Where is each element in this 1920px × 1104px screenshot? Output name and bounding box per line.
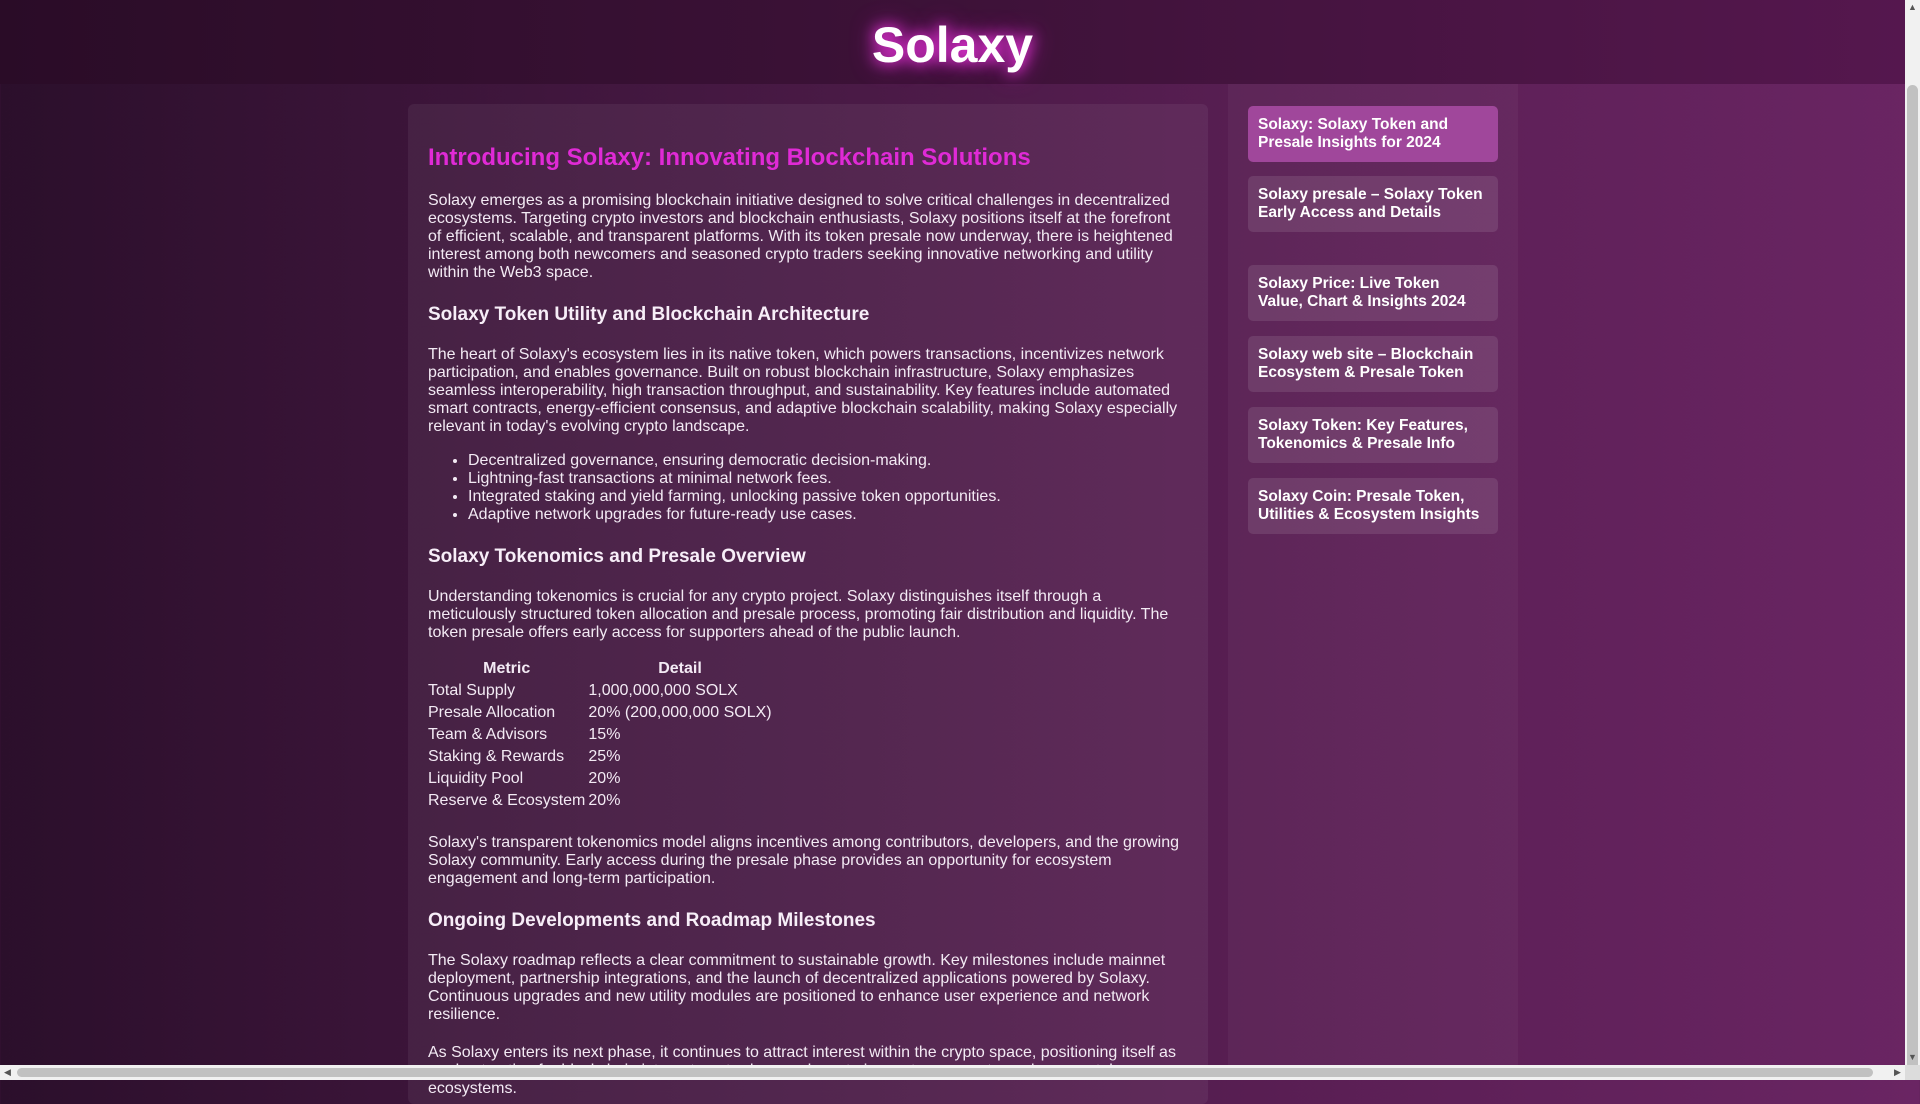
table-cell: Reserve & Ecosystem <box>428 792 586 809</box>
table-header-row <box>428 660 772 678</box>
article-intro: Solaxy emerges as a promising blockchain initiative designed to solve critical challenges in decentralized ecosystems. Targeting crypto investors and blockchain enthusiasts, Solaxy positions itself at the forefront of efficient, scalable, and transparent platforms. With its token presale now underway, there is heightened interest among both newcomers and seasoned crypto traders seeking innovative networking and utility within the Web3 space. <box>428 192 1173 281</box>
table-cell: Total Supply <box>428 682 516 699</box>
section-text-tokenomics-after: Solaxy's transparent tokenomics model aligns incentives among contributors, developers, and the growing Solaxy community. Early access during the presale phase provides an opportunity for ecosystem engagement and long-term participation. <box>428 834 1180 887</box>
scroll-right-icon[interactable]: ▶ <box>1894 1067 1901 1077</box>
horizontal-scroll-thumb[interactable] <box>17 1068 1873 1077</box>
sidebar-link-presale-early-access[interactable]: Solaxy presale – Solaxy Token Early Access and Details <box>1248 176 1498 232</box>
table-row <box>428 748 772 766</box>
section-text-roadmap-2: As Solaxy enters its next phase, it continues to attract interest within the crypto space, positioning itself as ecosystems. <box>428 1044 1176 1097</box>
list-item: • Adaptive network upgrades for future-ready use cases. <box>468 506 1188 524</box>
vertical-scrollbar[interactable] <box>1905 0 1920 1065</box>
table-cell: Presale Allocation <box>428 704 556 721</box>
table-row <box>428 682 772 700</box>
article-title: Introducing Solaxy: Innovating Blockchain Solutions <box>428 144 1031 171</box>
sidebar-link-web-site[interactable]: Solaxy web site – Blockchain Ecosystem & Presale Token <box>1248 336 1498 392</box>
scrollbar-corner <box>1905 1065 1920 1080</box>
list-item: • Decentralized governance, ensuring democratic decision-making. <box>468 452 1188 470</box>
horizontal-scrollbar[interactable] <box>0 1065 1905 1080</box>
column-header-detail: Detail <box>658 660 702 677</box>
sidebar <box>1228 84 1518 1080</box>
article-content <box>408 104 1208 1104</box>
sidebar-link-token-features[interactable]: Solaxy Token: Key Features, Tokenomics & Presale Info <box>1248 407 1498 463</box>
sidebar-link-price[interactable]: Solaxy Price: Live Token Value, Chart & Insights 2024 <box>1248 265 1498 321</box>
sidebar-link-token-presale-insights[interactable]: Solaxy: Solaxy Token and Presale Insights for 2024 <box>1248 106 1498 162</box>
table-cell: 15% <box>588 726 621 743</box>
table-cell: Staking & Rewards <box>428 748 565 765</box>
table-cell: 20% (200,000,000 SOLX) <box>588 704 772 721</box>
list-item: • Lightning-fast transactions at minimal network fees. <box>468 470 1188 488</box>
table-row <box>428 726 772 744</box>
table-cell: 1,000,000,000 SOLX <box>588 682 738 699</box>
scroll-left-icon[interactable]: ◀ <box>4 1067 11 1077</box>
section-heading-utility: Solaxy Token Utility and Blockchain Architecture <box>428 304 870 325</box>
table-row <box>428 770 772 788</box>
table-row <box>428 704 772 722</box>
table-cell: 20% <box>588 770 621 787</box>
feature-list <box>428 452 1188 524</box>
site-header <box>0 0 1905 84</box>
table-cell: 20% <box>588 792 621 809</box>
tokenomics-table <box>425 656 775 814</box>
section-heading-roadmap: Ongoing Developments and Roadmap Milestones <box>428 910 876 931</box>
list-item: • Integrated staking and yield farming, unlocking passive token opportunities. <box>468 488 1188 506</box>
section-text-tokenomics: Understanding tokenomics is crucial for any crypto project. Solaxy distinguishes itself through a meticulously structured token allocation and presale process, promoting fair distribution and liquidity. The token presale offers early access for supporters ahead of the public launch. <box>428 588 1169 641</box>
section-heading-tokenomics: Solaxy Tokenomics and Presale Overview <box>428 546 806 567</box>
table-row <box>428 792 772 810</box>
table-cell: 25% <box>588 748 621 765</box>
table-cell: Team & Advisors <box>428 726 548 743</box>
scroll-up-icon[interactable]: ▲ <box>1908 2 1917 12</box>
table-cell: Liquidity Pool <box>428 770 524 787</box>
column-header-metric: Metric <box>483 660 531 677</box>
section-text-utility: The heart of Solaxy's ecosystem lies in its native token, which powers transactions, incentivizes network participation, and enables governance. Built on robust blockchain infrastructure, Solaxy emphasizes seamless interoperability, high transaction throughput, and sustainability. Key features include automated smart contracts, energy-efficient consensus, and adaptive blockchain scalability, making Solaxy especially relevant in today's evolving crypto landscape. <box>428 346 1178 435</box>
sidebar-link-coin[interactable]: Solaxy Coin: Presale Token, Utilities & Ecosystem Insights <box>1248 478 1498 534</box>
site-title[interactable]: Solaxy <box>871 17 1034 73</box>
section-text-roadmap: The Solaxy roadmap reflects a clear commitment to sustainable growth. Key milestones include mainnet deployment, partnership integrations, and the launch of decentralized applications powered by Solaxy. Continuous upgrades and new utility modules are positioned to enhance user experience and network resilience. <box>428 952 1166 1023</box>
vertical-scroll-thumb[interactable] <box>1907 85 1918 1075</box>
scroll-down-icon[interactable]: ▼ <box>1908 1052 1917 1062</box>
